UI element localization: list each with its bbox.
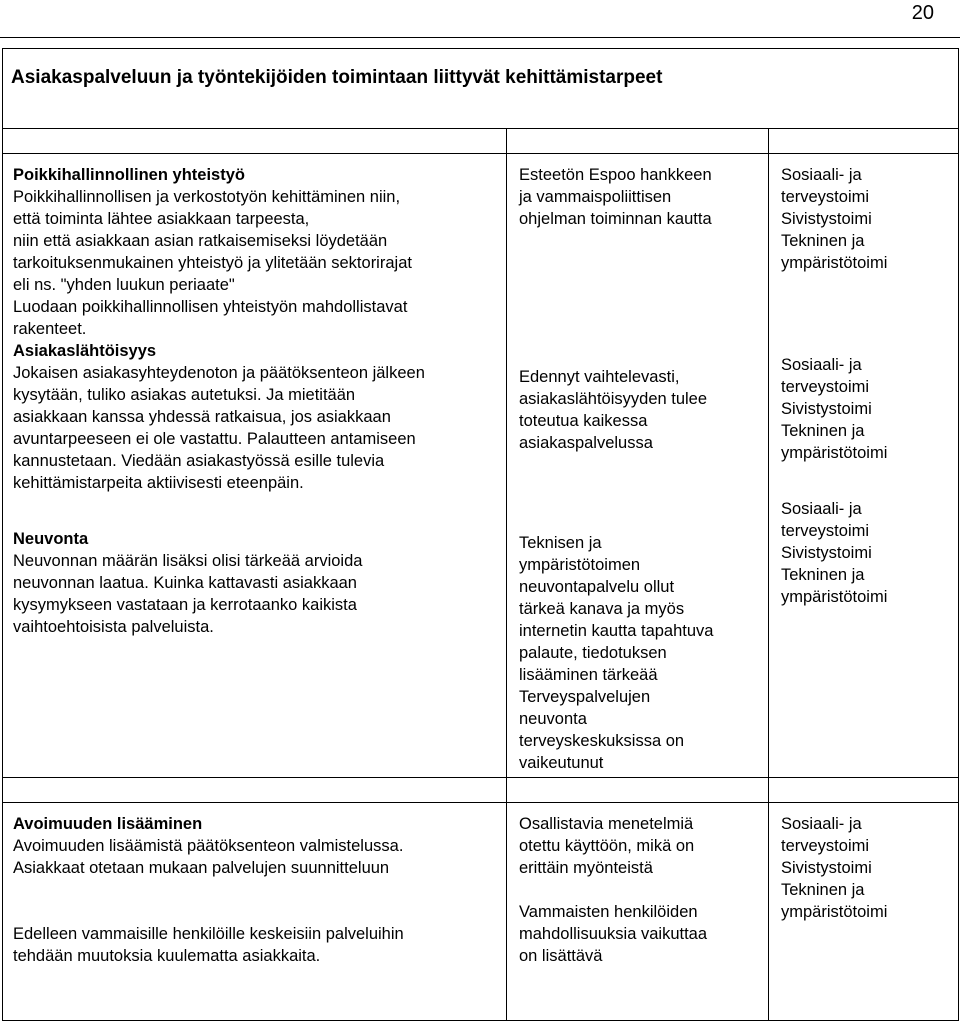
measure-text: Esteetön Espoo hankkeen ja vammaispoliittisen ohjelman toiminnan kautta <box>519 166 712 228</box>
section-text: Avoimuuden lisäämistä päätöksenteon valmistelussa. Asiakkaat otetaan mukaan palvelujen suunnitteluun <box>13 837 404 877</box>
spacer-row <box>3 129 959 154</box>
section-heading: Asiakaslähtöisyys <box>13 342 157 360</box>
measure-text: Vammaisten henkilöiden mahdollisuuksia vaikuttaa on lisättävä <box>519 903 708 965</box>
page-number: 20 <box>911 2 934 24</box>
responsible-text: Sosiaali- ja terveystoimi Sivistystoimi Tekninen ja ympäristötoimi <box>781 166 888 272</box>
section-heading: Avoimuuden lisääminen <box>13 815 203 833</box>
section-text: Poikkihallinnollisen ja verkostotyön kehittäminen niin, että toiminta lähtee asiakkaan tarpeesta, niin että asiakkaan asian ratkaisemiseksi löydetään tarkoituksenmukainen yhteistyö ja ylitetään sektorirajat eli ns. "yhden luukun periaate" Luodaan poikkihallinnollisen yhteistyön mahdollistavat rakenteet. <box>13 188 412 338</box>
title-row <box>3 49 959 129</box>
page-header-rule <box>0 37 960 38</box>
responsible-cell <box>769 154 959 778</box>
table-row <box>3 803 959 1021</box>
section-text: Jokaisen asiakasyhteydenoton ja päätöksenteon jälkeen kysytään, tuliko asiakas autetuksi. Ja mietitään asiakkaan kanssa yhdessä ratkaisua, jos asiakkaan avuntarpeeseen ei ole vastattu. Palautteen antamiseen kannustetaan. Viedään asiakastyössä esille tulevia kehittämistarpeita aktiivisesti eteenpäin. <box>13 364 425 492</box>
responsible-cell <box>769 803 959 1021</box>
development-need-cell <box>3 154 507 778</box>
measure-text: Osallistavia menetelmiä otettu käyttöön, mikä on erittäin myönteistä <box>519 815 695 877</box>
measure-text: Edennyt vaihtelevasti, asiakaslähtöisyyden tulee toteutua kaikessa asiakaspalvelussa <box>519 368 708 452</box>
section-heading: Neuvonta <box>13 530 89 548</box>
responsible-text: Sosiaali- ja terveystoimi Sivistystoimi Tekninen ja ympäristötoimi <box>781 815 888 921</box>
measure-cell <box>507 803 769 1021</box>
table-row <box>3 154 959 778</box>
measure-cell <box>507 154 769 778</box>
table-title: Asiakaspalveluun ja työntekijöiden toimintaan liittyvät kehittämistarpeet <box>3 49 959 129</box>
section-text: Edelleen vammaisille henkilöille keskeisiin palveluihin tehdään muutoksia kuulematta asiakkaita. <box>13 925 404 965</box>
section-heading: Poikkihallinnollinen yhteistyö <box>13 166 245 184</box>
measure-text: Teknisen ja ympäristötoimen neuvontapalvelu ollut tärkeä kanava ja myös internetin kautta tapahtuva palaute, tiedotuksen lisääminen tärkeää Terveyspalvelujen neuvonta terveyskeskuksissa on vaikeutunut <box>519 534 714 772</box>
responsible-text: Sosiaali- ja terveystoimi Sivistystoimi Tekninen ja ympäristötoimi <box>781 356 888 462</box>
spacer-row <box>3 778 959 803</box>
section-text: Neuvonnan määrän lisäksi olisi tärkeää arvioida neuvonnan laatua. Kuinka kattavasti asiakkaan kysymykseen vastataan ja kerrotaanko kaikista vaihtoehtoisista palveluista. <box>13 552 363 636</box>
responsible-text: Sosiaali- ja terveystoimi Sivistystoimi Tekninen ja ympäristötoimi <box>781 500 888 606</box>
development-need-cell <box>3 803 507 1021</box>
development-needs-table <box>2 48 959 1021</box>
